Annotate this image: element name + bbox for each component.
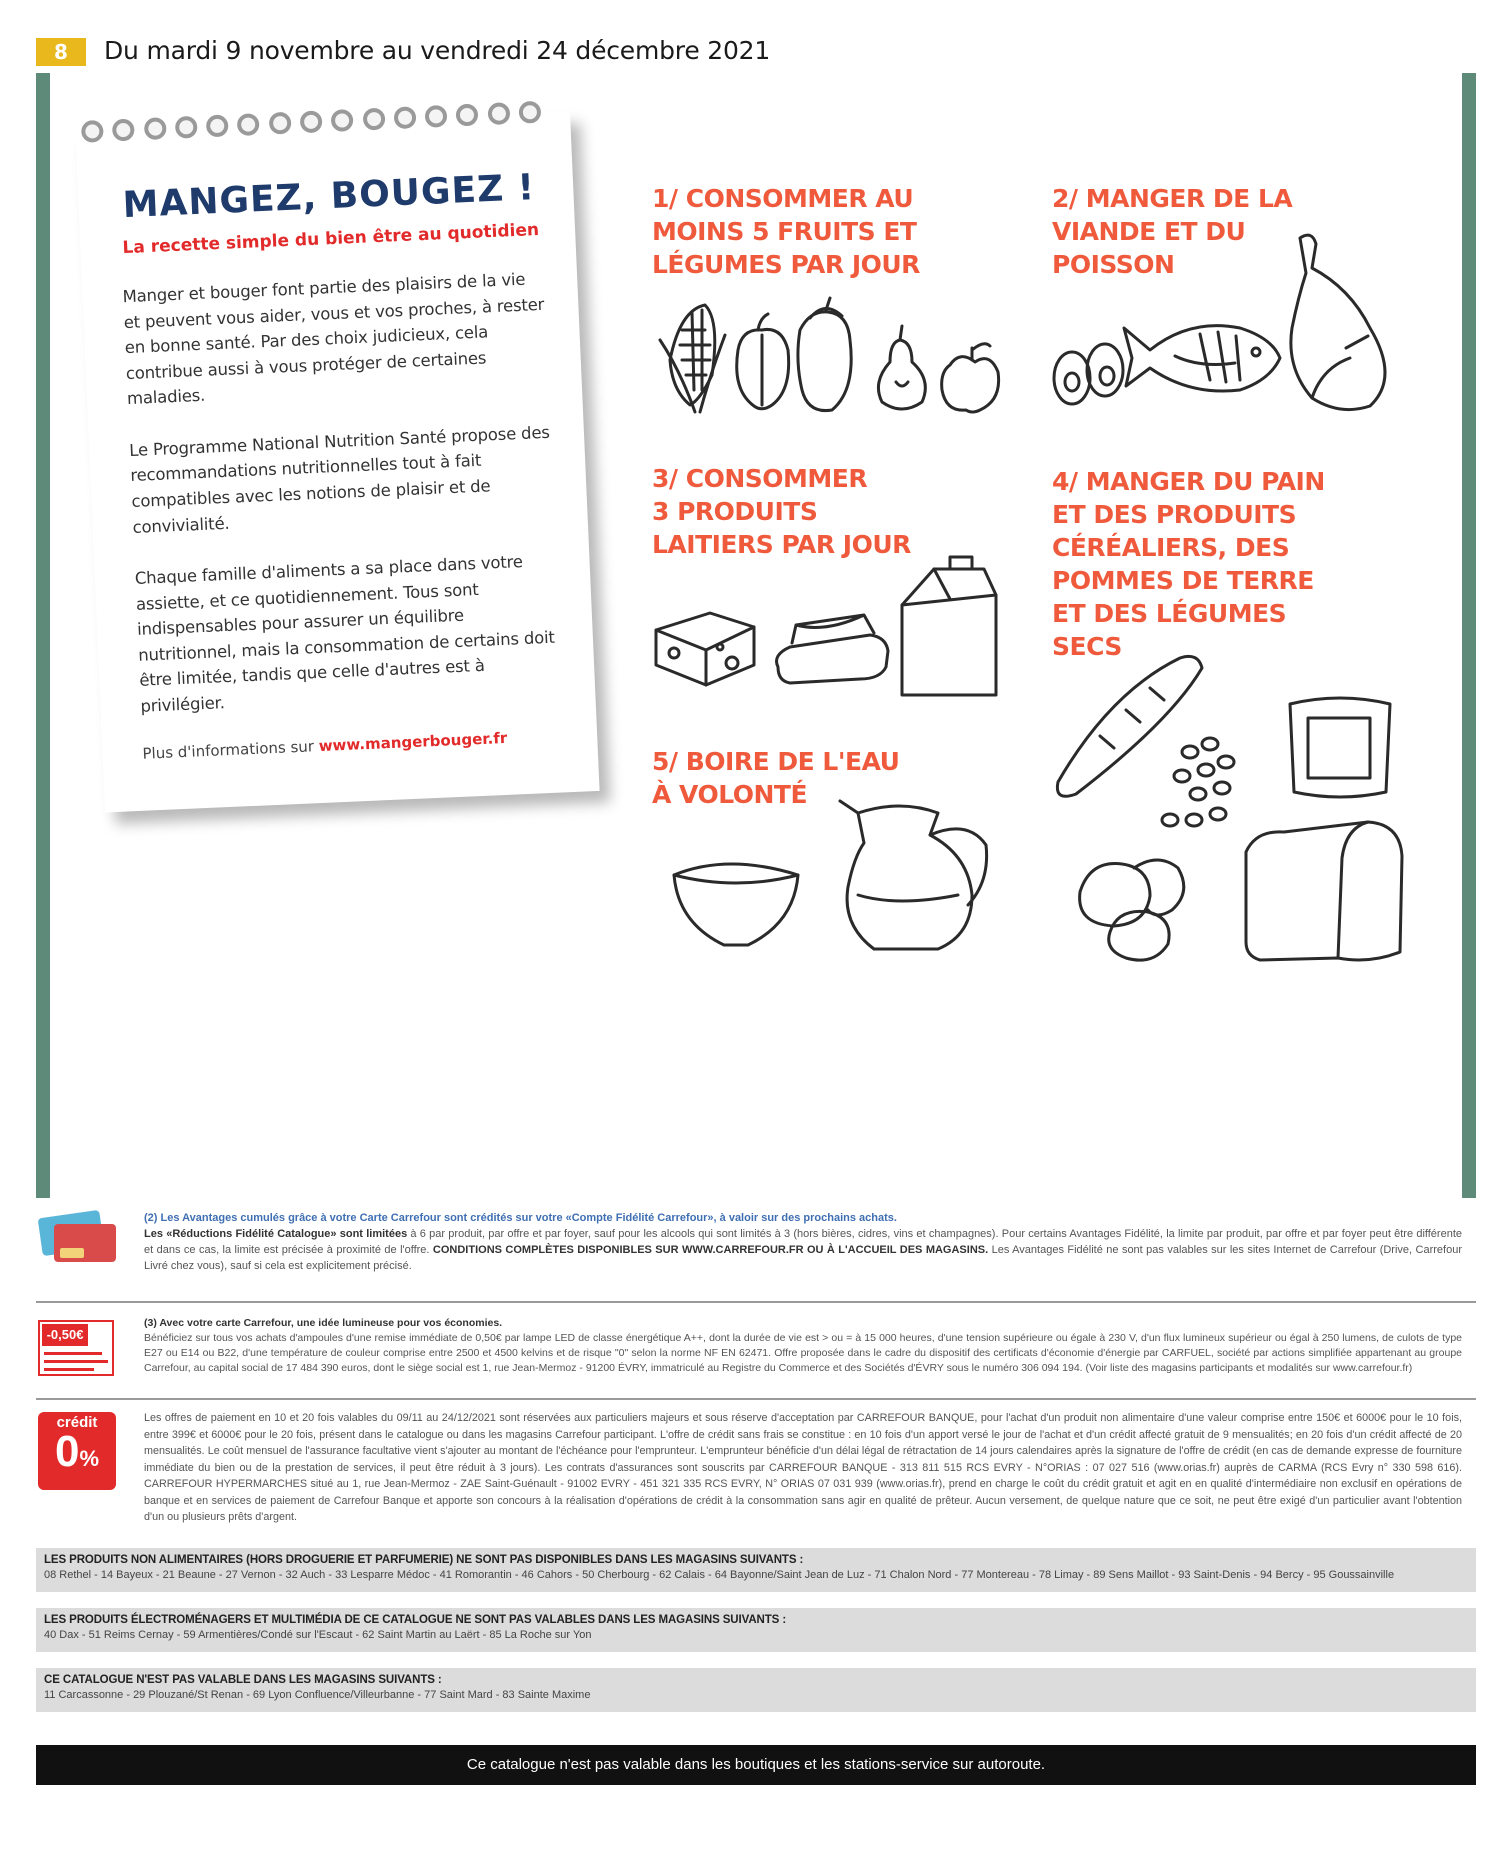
credit-zero-percent-icon: crédit 0%: [38, 1412, 116, 1490]
led-title: (3) Avec votre carte Carrefour, une idée lumineuse pour vos économies.: [144, 1317, 503, 1329]
step-4-line: POMMES DE TERRE: [1052, 566, 1314, 595]
step-4-line: CÉRÉALIERS, DES: [1052, 533, 1290, 562]
fidelite-line-1: (2) Les Avantages cumulés grâce à votre Carte Carrefour sont crédités sur votre «Compte Fidélité Carrefour», à valoir sur des prochains achats.: [144, 1212, 897, 1224]
credit-body: Les offres de paiement en 10 et 20 fois valables du 09/11 au 24/12/2021 sont réservées aux particuliers majeurs et sous réserve d'acceptation par CARREFOUR BANQUE, pour l'achat d'un produit non alimentaire d'une valeur comprise entre 150€ et 6000€ pour le 10 fois, entre 399€ et 6000€ pour le 20 fois, présent dans le catalogue ou dans les magasins Carrefour participant. L'offre de crédit sans frais se constitue : en 10 fois d'un apport versé le jour de l'achat et d'un crédit affecté gratuit de 9 mensualités; en 20 fois d'un crédit affecté de 20 mensualités. Le coût mensuel de l'assurance facultative vient s'ajouter au montant de l'échéance pour l'emprunteur. L'emprunteur bénéficie d'un délai légal de rétractation de 14 jours calendaires après la signature de l'offre de crédit (en cas de demande expresse de fourniture immédiate du bien ou de la prestation de services, il peut être réduit à 3 jours). Les contrats d'assurances sont souscrits par CARREFOUR BANQUE - 313 811 515 RCS EVRY - N°ORIAS : 07 027 516 (www.orias.fr) auprès de CARMA (RCS Evry n° 330 598 616). CARREFOUR HYPERMARCHES situé au 1, rue Jean-Mermoz - ZAE Saint-Guénault - 91002 EVRY - 451 321 335 RCS EVRY, N° ORIAS 07 031 939 (www.orias.fr), prend en charge le coût du crédit gratuit et agit en en qualité d'intermédiaire non exclusif en opérations de banque et en services de paiement de Carrefour Banque et apporte son concours à la réalisation d'opérations de crédit à la consommation sans agir en qualité de prêteur. Aucun versement, de quelque nature que ce soit, ne peut être exigé d'un particulier avant l'obtention d'un ou plusieurs prêts d'argent.: [144, 1412, 1462, 1523]
notepad-paragraph: Chaque famille d'aliments a sa place dans votre assiette, et ce quotidiennement. Tous sont indispensables pour assurer un équilibre nutritionnel, mais la consommation de certains doit être limitée, tandis que celle d'autres est à privilégier.: [134, 552, 556, 716]
step-4-line: SECS: [1052, 632, 1122, 661]
fidelite-text: [144, 1210, 1462, 1274]
fidelite-legal: [36, 1210, 1476, 1296]
step-1-line: 1/ CONSOMMER AU: [652, 184, 914, 213]
led-discount-tag: -0,50€: [42, 1324, 88, 1346]
step-4-line: ET DES PRODUITS: [1052, 500, 1297, 529]
divider: [36, 1301, 1476, 1303]
mangerbouger-link[interactable]: www.mangerbouger.fr: [318, 729, 508, 756]
notepad-paragraph: Le Programme National Nutrition Santé propose des recommandations nutritionnelles tout à fait compatibles avec les notions de plaisir et de convivialité.: [128, 422, 551, 537]
notepad-paragraph: Manger et bouger font partie des plaisirs de la vie et peuvent vous aider, vous et vos proches, à rester en bonne santé. Par des choix judicieux, cela contribue aussi à vous protéger de certaines maladies.: [122, 269, 545, 409]
step-3-line: LAITIERS PAR JOUR: [652, 530, 911, 559]
step-4-line: 4/ MANGER DU PAIN: [1052, 467, 1325, 496]
date-range: Du mardi 9 novembre au vendredi 24 décembre 2021: [104, 36, 771, 65]
electro-heading: LES PRODUITS ÉLECTROMÉNAGERS ET MULTIMÉDIA DE CE CATALOGUE NE SONT PAS VALABLES DANS LES MAGASINS SUIVANTS :: [44, 1614, 787, 1626]
step-2-line: VIANDE ET DU: [1052, 217, 1246, 246]
notepad-subtitle: La recette simple du bien être au quotidien: [122, 220, 540, 259]
step-5-line: 5/ BOIRE DE L'EAU: [652, 747, 900, 776]
step-3-line: 3/ CONSOMMER: [652, 464, 868, 493]
bread-cereals-icon: [1050, 652, 1415, 972]
led-text: [144, 1316, 1462, 1376]
step-1-line: MOINS 5 FRUITS ET: [652, 217, 917, 246]
carrefour-card-icon: [36, 1214, 116, 1262]
step-2-line: POISSON: [1052, 250, 1175, 279]
step-4-heading: [1052, 465, 1325, 663]
step-5-line: À VOLONTÉ: [652, 780, 808, 809]
page-number: 8: [36, 38, 86, 66]
conditions-link[interactable]: CONDITIONS COMPLÈTES DISPONIBLES SUR WWW.CARREFOUR.FR OU À L'ACCUEIL DES MAGASINS.: [432, 1244, 989, 1256]
non-alim-stores-box: [36, 1548, 1476, 1592]
footer-notice: Ce catalogue n'est pas valable dans les boutiques et les stations-service sur autoroute.: [36, 1745, 1476, 1785]
catalogue-stores-box: [36, 1668, 1476, 1712]
electro-list: 40 Dax - 51 Reims Cernay - 59 Armentières/Condé sur l'Escaut - 62 Saint Martin au Laërt - 85 La Roche sur Yon: [44, 1629, 592, 1641]
non-alim-list: 08 Rethel - 14 Bayeux - 21 Beaune - 27 Vernon - 32 Auch - 33 Lesparre Médoc - 41 Romorantin - 46 Cahors - 50 Cherbourg - 62 Calais - 64 Bayonne/Saint Jean de Luz - 71 Chalon Nord - 77 Montereau - 78 Limay - 89 Sens Maillot - 93 Saint-Denis - 94 Bercy - 95 Goussainville: [44, 1569, 1395, 1581]
dairy-icon: [650, 555, 1000, 705]
more-info-prefix: Plus d'informations sur: [142, 737, 320, 764]
step-3-heading: [652, 462, 911, 561]
more-info: [142, 727, 563, 763]
step-1-heading: [652, 182, 920, 281]
catalogue-heading: CE CATALOGUE N'EST PAS VALABLE DANS LES MAGASINS SUIVANTS :: [44, 1674, 442, 1686]
led-body: Bénéficiez sur tous vos achats d'ampoules d'une remise immédiate de 0,50€ par lampe LED de classe énergétique A++, dont la durée de vie est > ou = à 15 000 heures, d'une tension supérieure ou égale à 230 V, d'un flux lumineux supérieur ou égal à 250 lumens, de culots de type E27 ou E14 ou B22, d'une température de couleur comprise entre 2500 et 4500 kelvins et de risque "0" selon la norme NF EN 62471. Offre proposée dans le cadre du dispositif des certificats d'économie d'énergie par CARFUEL, société par actions simplifiée appartenant au groupe Carrefour, au capital social de 17 484 390 euros, dont le siège social est 1, rue Jean-Mermoz - 91200 ÉVRY, immatriculé au Registre du Commerce et des Sociétés d'ÉVRY sous le numéro 306 094 194. (Voir liste des magasins participants et modalités sur www.carrefour.fr): [144, 1332, 1462, 1374]
led-discount-icon: [38, 1320, 114, 1376]
step-2-line: 2/ MANGER DE LA: [1052, 184, 1293, 213]
step-4-line: ET DES LÉGUMES: [1052, 599, 1287, 628]
credit-legal: [36, 1410, 1476, 1528]
catalogue-list: 11 Carcassonne - 29 Plouzané/St Renan - 69 Lyon Confluence/Villeurbanne - 77 Saint Mard - 83 Sainte Maxime: [44, 1689, 591, 1701]
fruits-vegetables-icon: [650, 290, 1005, 420]
water-icon: [668, 795, 1003, 955]
meat-fish-icon: [1050, 218, 1410, 418]
step-1-line: LÉGUMES PAR JOUR: [652, 250, 920, 279]
divider: [36, 1398, 1476, 1400]
fidelite-line-2: Les «Réductions Fidélité Catalogue» sont limitées à 6 par produit, par offre et par foyer, sauf pour les alcools qui sont limités à 3 (hors bières, cidres, vins et champagnes). Pour certains Avantages Fidélité, la limite par produit, par offre et par foyer peut être différente et dans ce cas, la limite est précisée à proximité de l'offre. CONDITIONS COMPLÈTES DISPONIBLES SUR WWW.CARREFOUR.FR OU À L'ACCUEIL DES MAGASINS. Les Avantages Fidélité ne sont pas valables sur les sites Internet de Carrefour (Drive, Carrefour Livré chez vous), sauf si cela est explicitement précisé.: [144, 1228, 1462, 1272]
led-legal: [36, 1316, 1476, 1400]
step-3-line: 3 PRODUITS: [652, 497, 818, 526]
electro-stores-box: [36, 1608, 1476, 1652]
notepad-title: MANGEZ, BOUGEZ !: [121, 167, 536, 227]
non-alim-heading: LES PRODUITS NON ALIMENTAIRES (HORS DROGUERIE ET PARFUMERIE) NE SONT PAS DISPONIBLES DANS LES MAGASINS SUIVANTS :: [44, 1554, 804, 1566]
notepad-card: [75, 112, 599, 813]
